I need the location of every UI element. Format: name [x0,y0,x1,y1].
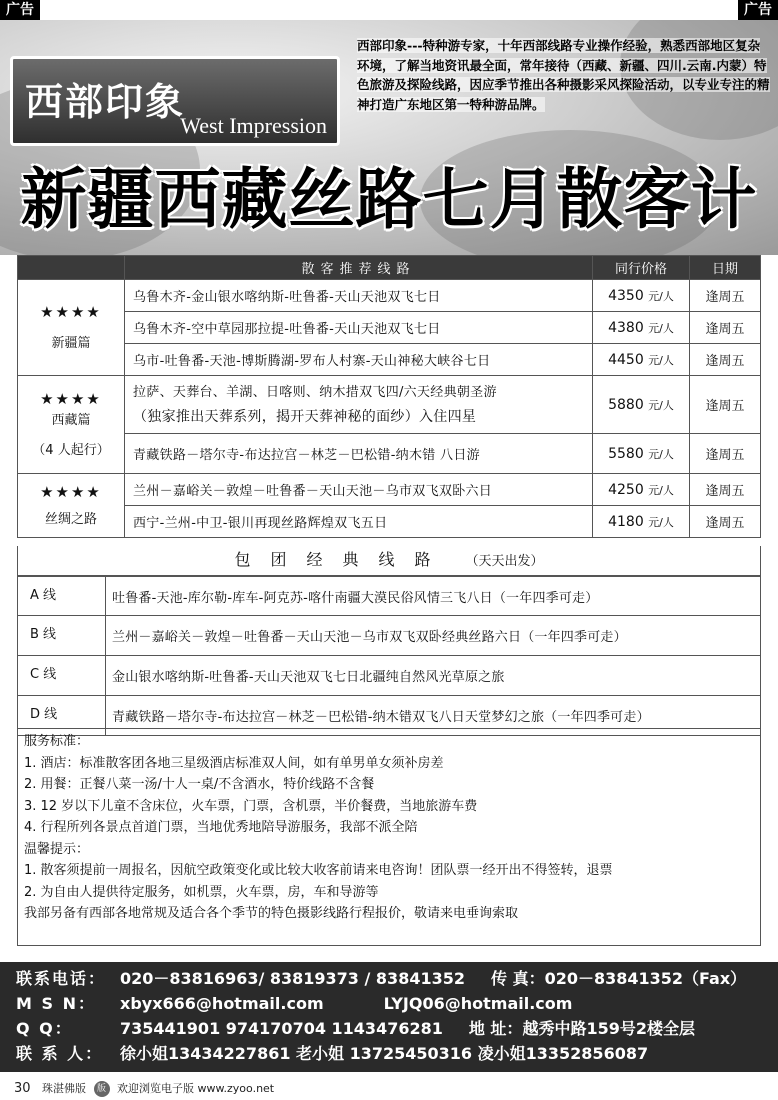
fax-label: 传 真： [491,969,545,988]
table-row: 拉萨、天葬台、羊湖、日喀则、纳木措双飞四/六天经典朝圣游 （独家推出天葬系列，揭开天葬神秘的面纱）入住四星 [125,376,593,434]
header-price: 同行价格 [593,256,690,280]
contact-qq-row [16,1016,762,1041]
date-cell: 逢周五 [690,312,761,344]
package-tours-header [17,546,761,576]
package-lines [17,576,761,736]
line-label: D 线 [18,696,106,735]
msn-address-2[interactable]: LYJQ06@hotmail.com [383,994,573,1013]
line-label: C 线 [18,656,106,695]
line-text: 兰州－嘉峪关－敦煌－吐鲁番－天山天池－乌市双飞双卧经典丝路六日（一年四季可走） [112,630,627,645]
price-cell: 4180 元/人 [593,506,690,538]
msn-address-1[interactable]: xbyx666@hotmail.com [120,994,324,1013]
brand-logo [10,56,340,146]
table-row: 乌市-吐鲁番-天池-博斯腾湖-罗布人村寨-天山神秘大峡谷七日 [125,344,593,376]
header-route: 散客推荐线路 [125,256,593,280]
logo-english-name: West Impression [180,113,327,138]
category-xinjiang [18,280,125,376]
tips-title: 温馨提示： [24,841,90,857]
category-name: 新疆篇 [51,335,91,351]
header-date: 日期 [690,256,761,280]
price-cell: 4350 元/人 [593,280,690,312]
service-note: 我部另备有西部各地常规及适合各个季节的特色摄影线路行程报价，敬请来电垂询索取 [24,906,519,921]
contact-person-row [16,1041,762,1066]
rating-stars: ★★★★ [40,302,102,321]
contact-footer [0,962,778,1072]
intro-paragraph: 西部印象---特种游专家，十年西部线路专业操作经验，熟悉西部地区复杂环境，了解当地资讯最全面，常年接待（西藏、新疆、四川.云南.内蒙）特色旅游及探险线路，因应季节推出各种摄影采风探险活动，以专业专注的精神打造广东地区第一特种游品牌。 [357,38,770,112]
date-cell: 逢周五 [690,506,761,538]
line-text: 吐鲁番-天池-库尔勒-库车-阿克苏-喀什南疆大漠民俗风情三飞八日（一年四季可走） [112,590,599,606]
package-subtitle: （天天出发） [465,554,544,569]
contact-phone-row [16,966,762,991]
page-title: 新疆西藏丝路七月散客计 [20,161,758,238]
category-silk-road [18,474,125,538]
service-title: 服务标准： [24,734,90,749]
package-title: 包团经典线路 [234,550,451,569]
rating-stars: ★★★★ [40,482,102,501]
ad-label-left: 广告 [0,0,40,20]
date-cell: 逢周五 [690,280,761,312]
service-item: 2. 用餐：正餐八菜一汤/十人一桌/不含酒水，特价线路不含餐 [24,777,375,792]
service-item: 3. 12 岁以下儿童不含床位，火车票，门票，含机票，半价餐费，当地旅游车费 [24,798,478,814]
line-text: 青藏铁路－塔尔寺-布达拉宫－林芝－巴松错-纳木错双飞八日天堂梦幻之旅（一年四季可走） [112,710,650,725]
date-cell: 逢周五 [690,376,761,434]
phone-label: 联系电话： [16,969,107,988]
person-label: 联 系 人： [16,1044,104,1063]
publication-badge-icon: 版 [94,1081,110,1097]
page-footer [0,1078,778,1100]
date-cell: 逢周五 [690,434,761,474]
address-value: 越秀中路159号2楼全层 [522,1019,695,1038]
category-tibet [18,376,125,474]
price-cell: 5880 元/人 [593,376,690,434]
table-row: 青藏铁路－塔尔寺-布达拉宫－林芝－巴松错-纳木错 八日游 [125,434,593,474]
category-note: （4 人起行） [32,442,110,458]
category-name: 丝绸之路 [44,511,97,527]
tip-item: 1. 散客须提前一周报名，因航空政策变化或比较大收客前请来电咨询！团队票一经开出不得签转，退票 [24,863,613,878]
line-label: B 线 [18,616,106,655]
logo-chinese-name: 西部印象 [25,79,186,124]
list-item [17,616,761,656]
table-row: 乌鲁木齐-金山银水喀纳斯-吐鲁番-天山天池双飞七日 [125,280,593,312]
price-cell: 4380 元/人 [593,312,690,344]
phone-numbers: 020－83816963/ 83819373 / 83841352 [120,969,465,988]
fax-number: 020－83841352（Fax） [544,969,747,988]
qq-label: Q Q： [16,1019,73,1038]
price-cell: 4250 元/人 [593,474,690,506]
publication-name: 珠湛佛版 [42,1082,87,1095]
contact-msn-row [16,991,762,1016]
date-cell: 逢周五 [690,344,761,376]
address-label: 地 址： [468,1019,523,1038]
website-text[interactable]: 欢迎浏览电子版 www.zyoo.net [117,1082,275,1095]
category-name: 西藏篇 [51,412,91,428]
table-row: 乌鲁木齐-空中草园那拉提-吐鲁番-天山天池双飞七日 [125,312,593,344]
header-blank [18,256,125,280]
price-cell: 5580 元/人 [593,434,690,474]
scattered-routes-table [17,255,761,538]
service-item: 4. 行程所列各景点首道门票，当地优秀地陪导游服务，我部不派全陪 [24,820,418,835]
line-label: A 线 [18,577,106,615]
tip-item: 2. 为自由人提供待定服务，如机票，火车票，房，车和导游等 [24,884,379,900]
header-banner [0,20,778,255]
date-cell: 逢周五 [690,474,761,506]
table-row: 西宁-兰州-中卫-银川再现丝路辉煌双飞五日 [125,506,593,538]
ad-label-right: 广告 [738,0,778,20]
list-item [17,576,761,616]
rating-stars: ★★★★ [40,389,102,408]
price-cell: 4450 元/人 [593,344,690,376]
service-standards [17,728,761,946]
qq-numbers: 735441901 974170704 1143476281 [120,1019,443,1038]
table-row: 兰州－嘉峪关－敦煌－吐鲁番－天山天池－乌市双飞双卧六日 [125,474,593,506]
page-number: 30 [14,1081,31,1096]
line-text: 金山银水喀纳斯-吐鲁番-天山天池双飞七日北疆纯自然风光草原之旅 [112,670,505,685]
contact-persons: 徐小姐13434227861 老小姐 13725450316 凌小姐13352856087 [120,1044,649,1063]
list-item [17,656,761,696]
msn-label: M S N： [16,994,96,1013]
service-item: 1. 酒店：标准散客团各地三星级酒店标准双人间，如有单男单女须补房差 [24,755,444,771]
